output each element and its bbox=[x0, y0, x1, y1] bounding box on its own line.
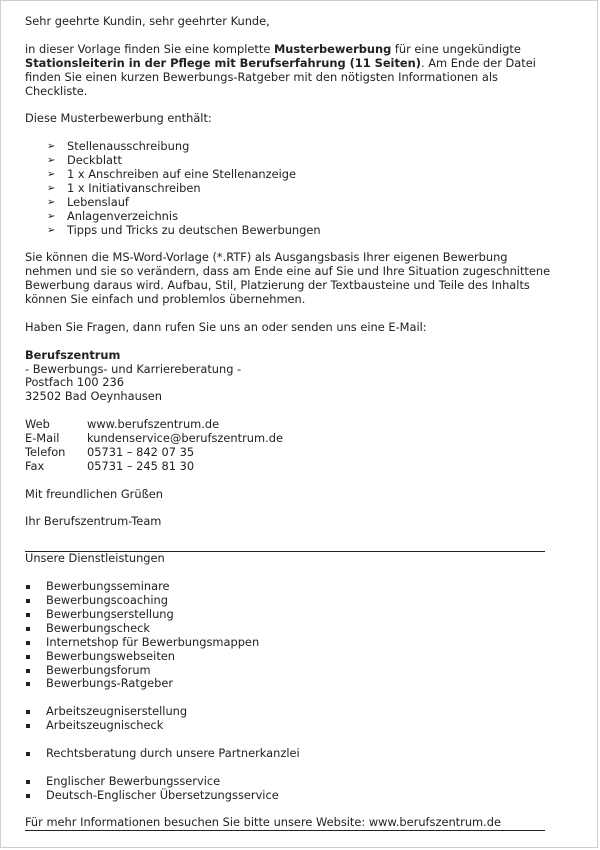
document-content bbox=[25, 15, 555, 831]
service-list-item bbox=[25, 636, 555, 650]
service-list-item bbox=[25, 719, 555, 733]
arrow-bullet-icon: ➢ bbox=[47, 182, 56, 194]
contact-value: 05731 – 842 07 35 bbox=[87, 444, 195, 459]
contents-item-text: Lebenslauf bbox=[67, 194, 129, 209]
service-list-item bbox=[25, 608, 555, 622]
services-list-2 bbox=[25, 705, 555, 733]
contents-list-item bbox=[47, 168, 555, 182]
service-item-text: Internetshop für Bewerbungsmappen bbox=[46, 634, 260, 649]
contents-item-text: 1 x Initiativanschreiben bbox=[67, 180, 201, 195]
service-list-item bbox=[25, 664, 555, 678]
intro-part1: in dieser Vorlage finden Sie eine komplette bbox=[25, 41, 274, 56]
contents-list-item bbox=[47, 210, 555, 224]
company-tagline: - Bewerbungs- und Karriereberatung - bbox=[25, 361, 242, 376]
service-item-text: Bewerbungscheck bbox=[46, 620, 151, 635]
contents-item-text: Stellenausschreibung bbox=[67, 139, 190, 154]
service-list-item bbox=[25, 705, 555, 719]
services-list-3 bbox=[25, 747, 555, 761]
service-item-text: Arbeitszeugnischeck bbox=[46, 718, 164, 733]
service-list-item bbox=[25, 622, 555, 636]
service-item-text: Bewerbungserstellung bbox=[46, 606, 174, 621]
contact-label: Fax bbox=[25, 458, 45, 473]
contents-item-text: 1 x Anschreiben auf eine Stellenanzeige bbox=[67, 166, 297, 181]
arrow-bullet-icon: ➢ bbox=[47, 210, 56, 222]
address-street: Postfach 100 236 bbox=[25, 375, 125, 390]
intro-bold-musterbewerbung: Musterbewerbung bbox=[273, 41, 392, 56]
greeting: Sehr geehrte Kundin, sehr geehrter Kunde, bbox=[25, 14, 270, 28]
square-bullet-icon bbox=[26, 682, 30, 686]
square-bullet-icon bbox=[26, 599, 30, 603]
signature: Ihr Berufszentrum-Team bbox=[25, 514, 162, 529]
service-item-text: Englischer Bewerbungsservice bbox=[46, 773, 221, 788]
contents-list-item bbox=[47, 154, 555, 168]
square-bullet-icon bbox=[26, 669, 30, 673]
contact-row bbox=[25, 446, 555, 460]
address-city: 32502 Bad Oeynhausen bbox=[25, 389, 163, 404]
square-bullet-icon bbox=[26, 613, 30, 617]
contact-row bbox=[25, 460, 555, 474]
service-list-item bbox=[25, 677, 555, 691]
square-bullet-icon bbox=[26, 655, 30, 659]
service-item-text: Arbeitszeugniserstellung bbox=[46, 704, 188, 719]
service-item-text: Bewerbungsforum bbox=[46, 662, 151, 677]
square-bullet-icon bbox=[26, 710, 30, 714]
contents-item-text: Anlagenverzeichnis bbox=[67, 208, 178, 223]
square-bullet-icon bbox=[26, 794, 30, 798]
service-list-item bbox=[25, 775, 555, 789]
contact-block bbox=[25, 418, 555, 474]
square-bullet-icon bbox=[26, 585, 30, 589]
square-bullet-icon bbox=[26, 627, 30, 631]
contact-label: Web bbox=[25, 417, 50, 432]
square-bullet-icon bbox=[26, 780, 30, 784]
intro-bold-position: Stationsleiterin in der Pflege mit Berufserfahrung (11 Seiten) bbox=[25, 55, 421, 70]
service-item-text: Bewerbungsseminare bbox=[46, 579, 170, 594]
company-name: Berufszentrum bbox=[25, 347, 121, 362]
contents-heading: Diese Musterbewerbung enthält: bbox=[25, 111, 212, 126]
contents-list-item bbox=[47, 140, 555, 154]
square-bullet-icon bbox=[26, 641, 30, 645]
footer-paragraph bbox=[25, 816, 555, 831]
arrow-bullet-icon: ➢ bbox=[47, 168, 56, 180]
service-item-text: Bewerbungswebseiten bbox=[46, 648, 176, 663]
intro-part3: . Am Ende der Datei finden Sie einen kurzen Bewerbungs-Ratgeber mit den nötigsten Informationen als Checkliste. bbox=[25, 55, 536, 98]
contact-label: E-Mail bbox=[25, 431, 60, 446]
contents-list bbox=[25, 140, 555, 237]
arrow-bullet-icon: ➢ bbox=[47, 196, 56, 208]
services-list-1 bbox=[25, 580, 555, 691]
contact-row bbox=[25, 418, 555, 432]
service-list-item bbox=[25, 789, 555, 803]
contents-list-item bbox=[47, 224, 555, 238]
usage-paragraph: Sie können die MS-Word-Vorlage (*.RTF) als Ausgangsbasis Ihrer eigenen Bewerbung nehmen und sie so verändern, dass am Ende eine auf Sie und Ihre Situation zugeschnittene Bewerbung daraus wird. Aufbau, Stil, Platzierung der Textbausteine und Teile des Inhalts können Sie einfach und problemlos übernehmen. bbox=[25, 250, 551, 307]
closing: Mit freundlichen Grüßen bbox=[25, 486, 163, 501]
arrow-bullet-icon: ➢ bbox=[47, 224, 56, 236]
services-list-4 bbox=[25, 775, 555, 803]
contact-value[interactable]: www.berufszentrum.de bbox=[87, 417, 220, 432]
contact-row bbox=[25, 432, 555, 446]
contact-value: 05731 – 245 81 30 bbox=[87, 458, 195, 473]
contact-label: Telefon bbox=[25, 444, 66, 459]
contents-list-item bbox=[47, 196, 555, 210]
square-bullet-icon bbox=[26, 752, 30, 756]
contents-list-item bbox=[47, 182, 555, 196]
contents-item-text: Deckblatt bbox=[67, 153, 122, 168]
service-list-item bbox=[25, 594, 555, 608]
contents-item-text: Tipps und Tricks zu deutschen Bewerbungen bbox=[67, 222, 321, 237]
service-item-text: Bewerbungs-Ratgeber bbox=[46, 676, 174, 691]
service-item-text: Deutsch-Englischer Übersetzungsservice bbox=[46, 787, 279, 802]
service-list-item bbox=[25, 747, 555, 761]
square-bullet-icon bbox=[26, 724, 30, 728]
arrow-bullet-icon: ➢ bbox=[47, 155, 56, 167]
service-item-text: Bewerbungscoaching bbox=[46, 592, 168, 607]
intro-part2: für eine ungekündigte bbox=[391, 41, 521, 56]
service-list-item bbox=[25, 650, 555, 664]
service-item-text: Rechtsberatung durch unsere Partnerkanzlei bbox=[46, 745, 300, 760]
footer-text: Für mehr Informationen besuchen Sie bitte unsere Website: www.berufszentrum.de bbox=[25, 816, 545, 831]
questions-paragraph: Haben Sie Fragen, dann rufen Sie uns an oder senden uns eine E-Mail: bbox=[25, 319, 427, 334]
service-list-item bbox=[25, 580, 555, 594]
intro-paragraph bbox=[25, 43, 555, 99]
contact-value[interactable]: kundenservice@berufszentrum.de bbox=[87, 431, 283, 446]
services-heading: Unsere Dienstleistungen bbox=[25, 551, 165, 566]
arrow-bullet-icon: ➢ bbox=[47, 141, 56, 153]
